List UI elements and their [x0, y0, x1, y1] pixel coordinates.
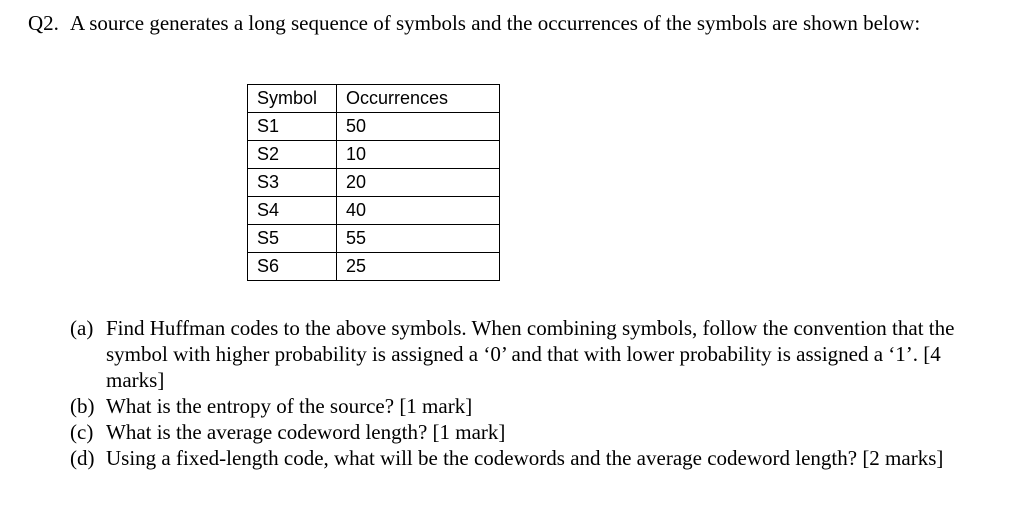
- question-number: Q2.: [28, 11, 59, 35]
- header-occurrences: Occurrences: [337, 85, 500, 113]
- occurrences-cell: 10: [337, 141, 500, 169]
- question-part-a: [70, 315, 970, 393]
- table-row: [248, 253, 500, 281]
- part-text: Using a fixed-length code, what will be the codewords and the average codeword length? [2 marks]: [106, 446, 944, 470]
- table-row: [248, 225, 500, 253]
- occurrences-cell: 25: [337, 253, 500, 281]
- part-label: (a): [70, 316, 94, 340]
- symbol-cell: S1: [248, 113, 337, 141]
- occurrences-cell: 40: [337, 197, 500, 225]
- question-part-d: [70, 445, 970, 471]
- part-label: (c): [70, 420, 94, 444]
- table-row: [248, 197, 500, 225]
- part-text: What is the average codeword length? [1 mark]: [106, 420, 506, 444]
- occurrences-cell: 50: [337, 113, 500, 141]
- occurrences-cell: 55: [337, 225, 500, 253]
- part-label: (d): [70, 446, 95, 470]
- table-row: [248, 141, 500, 169]
- symbol-cell: S6: [248, 253, 337, 281]
- table-row: [248, 169, 500, 197]
- part-label: (b): [70, 394, 95, 418]
- table-row: [248, 113, 500, 141]
- symbol-cell: S3: [248, 169, 337, 197]
- occurrences-table: [247, 84, 500, 281]
- part-text: Find Huffman codes to the above symbols. When combining symbols, follow the convention that the symbol with higher probability is assigned a ‘0’ and that with lower probability is assigned a ‘1’. [4 marks]: [106, 316, 955, 392]
- symbol-cell: S4: [248, 197, 337, 225]
- question-text: A source generates a long sequence of symbols and the occurrences of the symbols are shown below:: [70, 11, 921, 35]
- question-parts-list: [70, 315, 970, 471]
- question-part-c: [70, 419, 970, 445]
- part-text: What is the entropy of the source? [1 mark]: [106, 394, 473, 418]
- header-symbol: Symbol: [248, 85, 337, 113]
- symbol-cell: S5: [248, 225, 337, 253]
- question-part-b: [70, 393, 970, 419]
- occurrences-cell: 20: [337, 169, 500, 197]
- symbol-cell: S2: [248, 141, 337, 169]
- table-header-row: [248, 85, 500, 113]
